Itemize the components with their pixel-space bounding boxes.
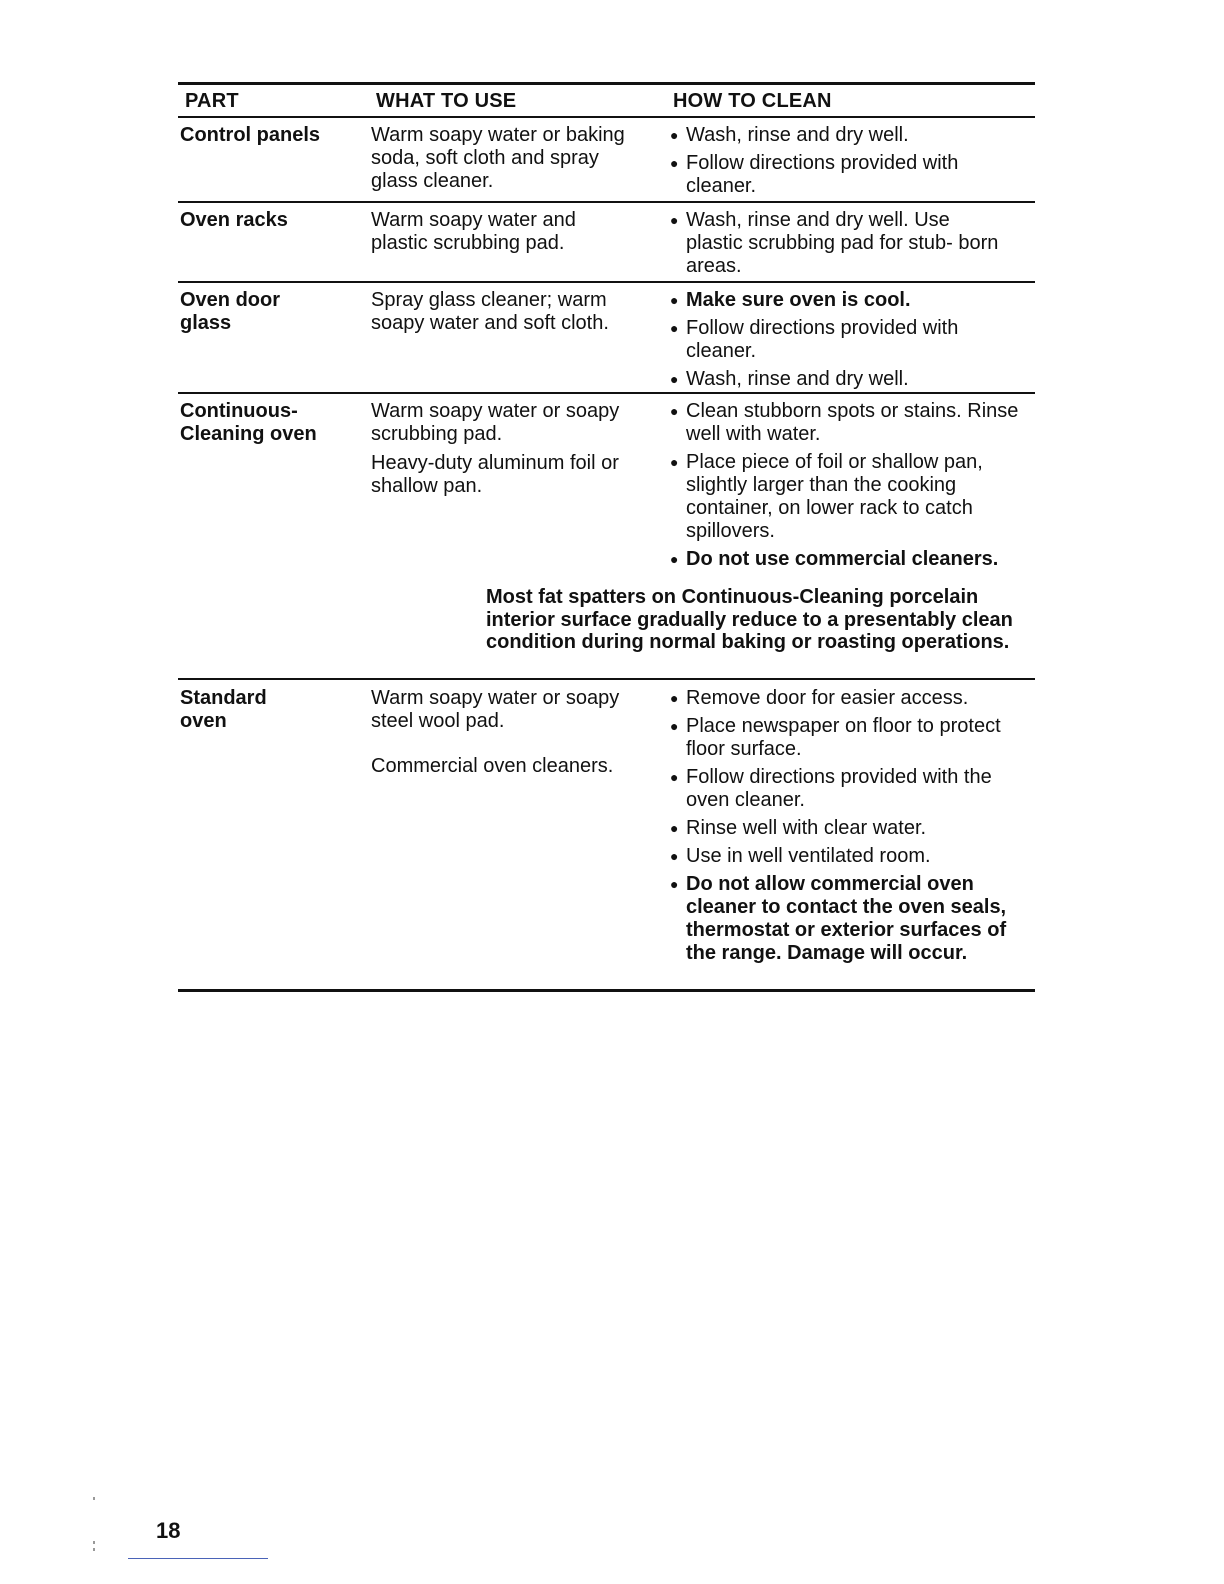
how-item: ● Remove door for easier access. — [670, 687, 969, 709]
row-part-oven-door-glass: Oven door glass — [180, 289, 281, 334]
how-item: ● Make sure oven is cool. — [670, 289, 911, 311]
row-rule — [178, 201, 1035, 203]
row-rule — [178, 678, 1035, 680]
bullet-icon: ● — [670, 820, 679, 836]
row-part-oven-racks: Oven racks — [180, 209, 288, 231]
bullet-icon: ● — [670, 292, 679, 308]
how-item: ● Rinse well with clear water. — [670, 817, 927, 839]
row-how-control-panels — [668, 124, 1018, 203]
header-how-to-clean: HOW TO CLEAN — [673, 90, 832, 112]
use-text: Heavy-duty aluminum foil or shallow pan. — [371, 452, 619, 497]
row-rule — [178, 281, 1035, 283]
bullet-icon: ● — [670, 127, 679, 143]
bullet-icon: ● — [670, 769, 679, 785]
table-bottom-rule — [178, 989, 1035, 992]
row-part-continuous-cleaning-oven: Continuous- Cleaning oven — [180, 400, 317, 445]
row-use-standard-oven — [371, 687, 626, 784]
how-item: ● Place newspaper on floor to protect floor surface. — [670, 715, 1001, 760]
continuous-cleaning-note: Most fat spatters on Continuous-Cleaning porcelain interior surface gradually reduce to a presentably clean condition during normal baking or roasting operations. — [486, 586, 1013, 653]
bullet-icon: ● — [670, 155, 679, 171]
page-number: 18 — [156, 1518, 181, 1543]
bullet-icon: ● — [670, 718, 679, 734]
row-part-standard-oven: Standard oven — [180, 687, 267, 732]
row-use-oven-door-glass — [371, 289, 631, 341]
row-how-oven-racks — [668, 209, 1008, 283]
how-item: ● Do not use commercial cleaners. — [670, 548, 999, 570]
how-item: ● Do not allow commercial oven cleaner to contact the oven seals, thermostat or exterior surfaces of the range. Damage will occur. — [670, 873, 1007, 964]
header-what-to-use: WHAT TO USE — [376, 90, 517, 112]
use-text: Warm soapy water and plastic scrubbing pad. — [371, 209, 576, 254]
bullet-icon: ● — [670, 403, 679, 419]
bullet-icon: ● — [670, 848, 679, 864]
bullet-icon: ● — [670, 212, 679, 228]
use-text: Warm soapy water or soapy steel wool pad. — [371, 687, 620, 732]
row-how-continuous-cleaning-oven — [668, 400, 1038, 576]
row-use-control-panels — [371, 124, 646, 199]
how-item: ● Clean stubborn spots or stains. Rinse well with water. — [670, 400, 1019, 445]
row-use-continuous-cleaning-oven — [371, 400, 646, 504]
how-item: ● Place piece of foil or shallow pan, slightly larger than the cooking container, on lower rack to catch spillovers. — [670, 451, 983, 542]
bullet-icon: ● — [670, 320, 679, 336]
how-item: ● Follow directions provided with cleaner. — [670, 152, 959, 197]
how-item: ● Wash, rinse and dry well. — [670, 124, 909, 146]
bullet-icon: ● — [670, 551, 679, 567]
bullet-icon: ● — [670, 371, 679, 387]
margin-mark — [93, 1548, 95, 1551]
use-text: Commercial oven cleaners. — [371, 755, 614, 777]
row-rule — [178, 392, 1035, 394]
how-item: ● Wash, rinse and dry well. Use plastic scrubbing pad for stub- born areas. — [670, 209, 999, 277]
header-rule — [178, 116, 1035, 118]
how-item: ● Wash, rinse and dry well. — [670, 368, 909, 390]
margin-mark — [93, 1497, 95, 1500]
how-item: ● Use in well ventilated room. — [670, 845, 931, 867]
row-part-control-panels: Control panels — [180, 124, 321, 146]
header-part: PART — [185, 90, 239, 112]
bullet-icon: ● — [670, 876, 679, 892]
table-top-rule — [178, 82, 1035, 85]
bullet-icon: ● — [670, 454, 679, 470]
footer-line — [128, 1558, 268, 1559]
how-item: ● Follow directions provided with cleaner. — [670, 317, 959, 362]
margin-mark — [93, 1541, 95, 1544]
use-text: Spray glass cleaner; warm soapy water and soft cloth. — [371, 289, 609, 334]
use-text: Warm soapy water or soapy scrubbing pad. — [371, 400, 620, 445]
use-text: Warm soapy water or baking soda, soft cloth and spray glass cleaner. — [371, 124, 625, 192]
how-item: ● Follow directions provided with the oven cleaner. — [670, 766, 992, 811]
row-how-standard-oven — [668, 687, 1018, 970]
bullet-icon: ● — [670, 690, 679, 706]
row-use-oven-racks — [371, 209, 633, 261]
row-how-oven-door-glass — [668, 289, 1018, 396]
